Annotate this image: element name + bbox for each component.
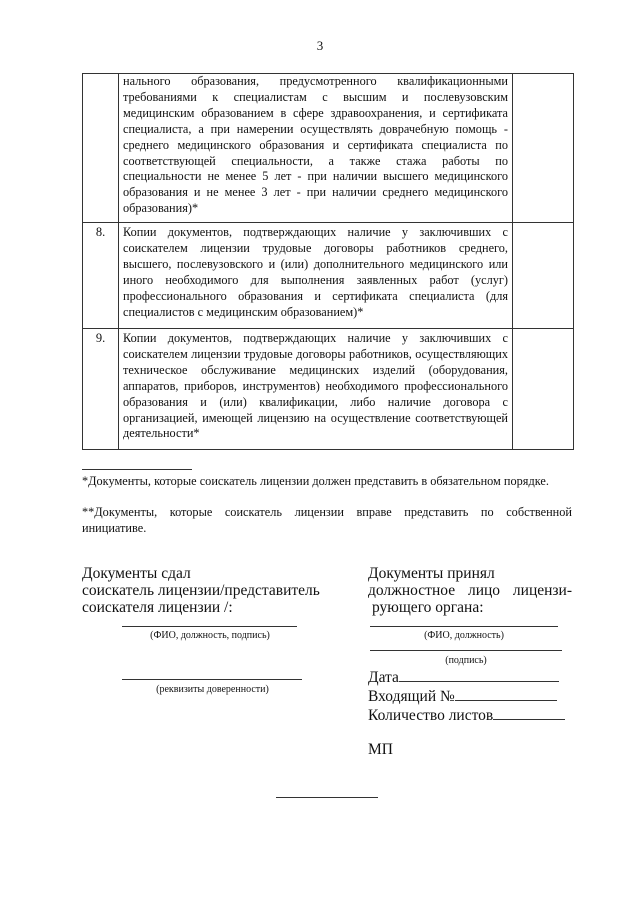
left-fio-caption: (ФИО, должность, подпись)	[150, 630, 270, 641]
incoming-number-field: Входящий №	[368, 686, 557, 706]
right-heading-1: Документы принял	[368, 565, 495, 582]
row-number-cell	[83, 223, 119, 329]
left-heading-3: соискателя лицензии /:	[82, 599, 233, 616]
incoming-blank	[455, 686, 557, 701]
right-heading-3: рующего органа:	[372, 599, 484, 616]
row-text: нального образования, предусмотренного квалификационными требованиями к специалистам с высшим и послевузовским медицинским образованием в сфере здравоохранения, и сертификата специалиста, а при намерении осуществлять доврачебную помощь - среднего медицинского образования и сертификата специалиста по соответствующей специальности, а также стажа работы по специальности не менее 5 лет - при наличии высшего медицинского образования и не менее 3 лет - при наличии среднего медицинского образования)*	[123, 74, 508, 216]
footnote-optional: **Документы, которые соискатель лицензии вправе представить по собственной инициативе.	[82, 505, 572, 535]
row-number-cell	[83, 329, 119, 450]
left-signature-line	[122, 626, 297, 627]
table-row	[83, 223, 574, 329]
row-mark-cell	[513, 329, 574, 450]
signature-line	[370, 650, 562, 651]
date-field: Дата	[368, 667, 559, 687]
documents-table	[82, 73, 574, 450]
table-row	[83, 74, 574, 223]
row-number-cell	[83, 74, 119, 223]
right-heading-2: должностное лицо лицензи-	[368, 582, 572, 599]
proxy-caption: (реквизиты доверенности)	[156, 684, 269, 695]
page-number: 3	[316, 38, 324, 53]
footnote-mandatory: *Документы, которые соискатель лицензии должен представить в обязательном порядке.	[82, 474, 549, 488]
row-text-cell	[119, 223, 513, 329]
stamp-place: МП	[368, 741, 393, 758]
sheets-count-field: Количество листов	[368, 705, 565, 725]
left-heading-1: Документы сдал	[82, 565, 191, 582]
right-signature-line	[370, 626, 558, 627]
row-number: 8.	[95, 225, 106, 239]
row-number: 9.	[95, 331, 106, 345]
row-text: Копии документов, подтверждающих наличие у заключивших с соискателем лицензии трудовые договоры работников, осуществляющих техническое обслуживание медицинских изделий (оборудования, аппаратов, приборов, инструментов) необходимого профессионального образования и (или) квалификации, либо наличие договора с организацией, имеющей лицензию на осуществление соответствующей деятельности*	[123, 331, 508, 441]
footnote-divider	[82, 469, 192, 470]
bottom-divider	[276, 797, 378, 798]
proxy-line	[122, 679, 302, 680]
date-blank	[399, 667, 559, 682]
signature-caption: (подпись)	[445, 655, 487, 666]
row-mark-cell	[513, 223, 574, 329]
row-text-cell	[119, 74, 513, 223]
row-text-cell	[119, 329, 513, 450]
right-fio-caption: (ФИО, должность)	[424, 630, 504, 641]
row-text: Копии документов, подтверждающих наличие у заключивших с соискателем лицензии трудовые договоры работников среднего, высшего, послевузовского и (или) дополнительного медицинского или иного необходимого для выполнения заявленных работ (услуг) профессионального образования и сертификата специалиста (для специалистов с медицинским образованием)*	[123, 225, 508, 319]
sheets-blank	[493, 705, 565, 720]
table-row	[83, 329, 574, 450]
row-mark-cell	[513, 74, 574, 223]
left-heading-2: соискатель лицензии/представитель	[82, 582, 320, 599]
